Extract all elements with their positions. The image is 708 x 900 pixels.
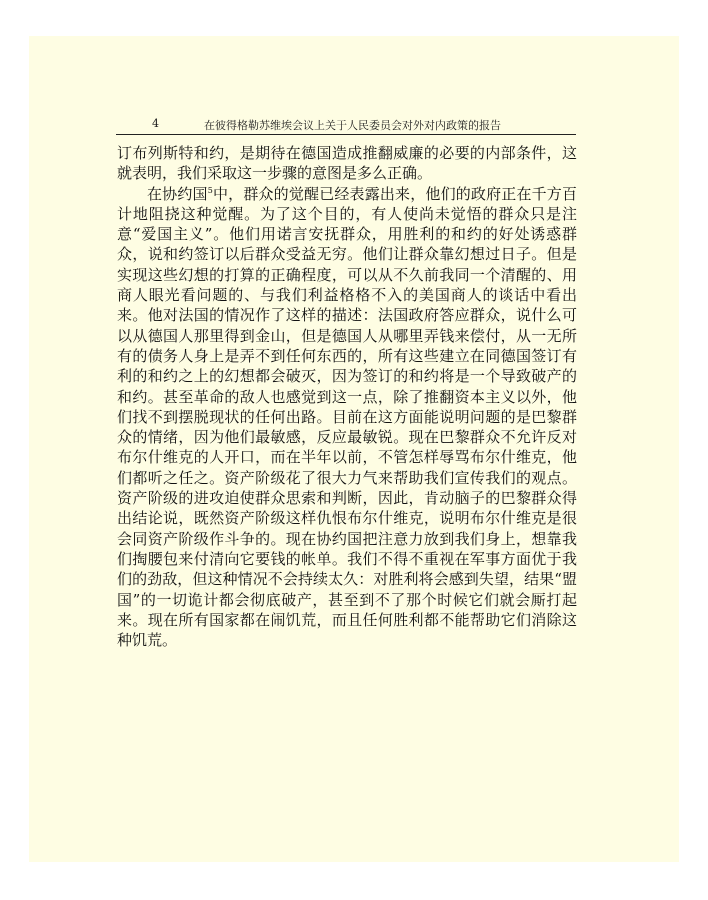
- body-text: [117, 143, 577, 650]
- header-rule: [116, 134, 576, 135]
- running-header: [116, 115, 540, 135]
- footnote-marker[interactable]: 5: [207, 185, 213, 195]
- paragraph-2: [117, 184, 577, 651]
- running-title: 在彼得格勒苏维埃会议上关于人民委员会对外对内政策的报告: [204, 119, 501, 132]
- page-number: 4: [152, 117, 159, 130]
- paragraph-1: 订布列斯特和约，是期待在德国造成推翻威廉的必要的内部条件，这就表明，我们采取这一步骤的意图是多么正确。: [117, 144, 577, 183]
- paragraph-2-lead: 在协约国: [147, 184, 208, 203]
- paragraph-2-text: 中，群众的觉醒已经表露出来，他们的政府正在千方百计地阻挠这种觉醒。为了这个目的，有人使尚未觉悟的群众只是注意“爱国主义”。他们用诺言安抚群众，用胜利的和约的好处诱惑群众，说和约签订以后群众受益无穷。他们让群众靠幻想过日子。但是实现这些幻想的打算的正确程度，可以从不久前我同一个清醒的、用商人眼光看问题的、与我们利益格格不入的美国商人的谈话中看出来。他对法国的情况作了这样的描述：法国政府答应群众，说什么可以从德国人那里得到金山，但是德国人从哪里弄钱来偿付，从一无所有的债务人身上是弄不到任何东西的，所有这些建立在同德国签订有利的和约之上的幻想都会破灭，因为签订的和约将是一个导致破产的和约。甚至革命的敌人也感觉到这一点，除了推翻资本主义以外，他们找不到摆脱现状的任何出路。目前在这方面能说明问题的是巴黎群众的情绪，因为他们最敏感，反应最敏锐。现在巴黎群众不允许反对布尔什维克的人开口，而在半年以前，不管怎样辱骂布尔什维克，他们都听之任之。资产阶级花了很大力气来帮助我们宣传我们的观点。资产阶级的进攻迫使群众思索和判断，因此，肯动脑子的巴黎群众得出结论说，既然资产阶级这样仇恨布尔什维克，说明布尔什维克是很会同资产阶级作斗争的。现在协约国把注意力放到我们身上，想靠我们掏腰包来付清向它要钱的帐单。我们不得不重视在军事方面优于我们的劲敌，但这种情况不会持续太久：对胜利将会感到失望，结果“盟国”的一切诡计都会彻底破产，甚至到不了那个时候它们就会厮打起来。现在所有国家都在闹饥荒，而且任何胜利都不能帮助它们消除这种饥荒。: [117, 184, 577, 650]
